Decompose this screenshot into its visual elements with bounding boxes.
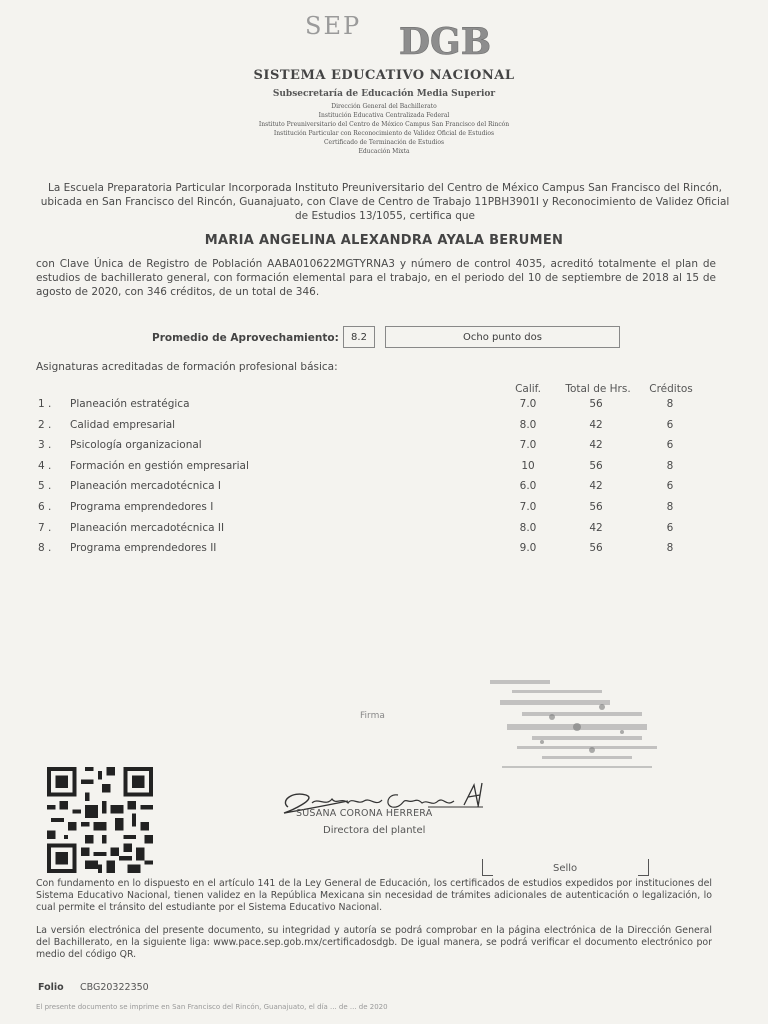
legal-paragraph-2: La versión electrónica del presente documento, su integridad y autoría se podrá comprobar en la página electrónica de la Dirección General del Bachillerato, en la siguiente liga: www.pace.sep.gob.mx/certificadosdgb. De igual manera, se podrá verificar el documento electrónico por medio del código QR. — [36, 925, 712, 960]
subject-name: Planeación mercadotécnica II — [70, 521, 225, 534]
header-line: Educación Mixta — [358, 148, 410, 155]
subject-credits: 8 — [666, 459, 674, 472]
sello-corner-left — [482, 859, 493, 876]
subject-number: 2 . — [38, 418, 52, 431]
subject-credits: 8 — [666, 398, 674, 410]
footer-cut-text: El presente documento se imprime en San Francisco del Rincón, Guanajuato, el día ... de ... de 2020 — [36, 1003, 388, 1011]
table-row — [0, 460, 768, 480]
seal-stamp-image — [482, 672, 672, 782]
subject-number: 1 . — [38, 398, 52, 410]
subject-calif: 7.0 — [519, 439, 537, 452]
promedio-label: Promedio de Aprovechamiento: — [152, 332, 339, 344]
subject-calif: 6.0 — [519, 480, 537, 493]
header-line: Instituto Preuniversitario del Centro de México Campus San Francisco del Rincón — [258, 121, 510, 128]
subject-calif: 10 — [521, 459, 535, 472]
promedio-value: 8.2 — [343, 326, 375, 348]
subject-name: Planeación estratégica — [70, 398, 190, 410]
signer-name: SUSANA CORONA HERRERA — [296, 808, 433, 819]
subject-name: Planeación mercadotécnica I — [70, 480, 221, 493]
subject-hours: 56 — [589, 501, 603, 513]
table-row — [0, 439, 768, 459]
subject-number: 7 . — [38, 521, 52, 534]
header-line: Dirección General del Bachillerato — [331, 103, 437, 110]
subject-hours: 42 — [589, 521, 603, 534]
subject-number: 4 . — [38, 459, 52, 472]
subject-credits: 6 — [666, 439, 674, 452]
subject-hours: 56 — [589, 542, 603, 555]
table-row — [0, 398, 768, 418]
header-line: Institución Educativa Centralizada Federal — [318, 112, 450, 119]
subject-hours: 42 — [589, 439, 603, 452]
intro-paragraph: La Escuela Preparatoria Particular Incorporada Instituto Preuniversitario del Centro de México Campus San Francisco del Rincón, ubicada en San Francisco del Rincón, Guanajuato, con Clave de Centro de Trabajo 11PBH3901I y Reconocimiento de Validez Oficial de Estudios 13/1055, certifica que — [40, 182, 730, 222]
subject-calif: 9.0 — [519, 542, 537, 555]
subject-name: Programa emprendedores I — [70, 501, 214, 513]
system-title: SISTEMA EDUCATIVO NACIONAL — [253, 68, 515, 83]
header-line: Certificado de Terminación de Estudios — [323, 139, 445, 146]
firma-label: Firma — [360, 711, 385, 721]
subject-calif: 8.0 — [519, 418, 537, 431]
subject-credits: 8 — [666, 542, 674, 555]
signer-role: Directora del plantel — [323, 825, 426, 836]
subject-number: 5 . — [38, 480, 52, 493]
table-row — [0, 522, 768, 542]
subject-hours: 56 — [589, 398, 603, 410]
folio-label: Folio — [38, 982, 64, 993]
subject-credits: 6 — [666, 418, 674, 431]
subject-number: 6 . — [38, 501, 52, 513]
table-row — [0, 501, 768, 521]
subject-calif: 7.0 — [519, 398, 537, 410]
subject-credits: 6 — [666, 480, 674, 493]
subject-number: 8 . — [38, 542, 52, 555]
subject-name: Formación en gestión empresarial — [70, 459, 249, 472]
subject-hours: 42 — [589, 418, 603, 431]
student-name: MARIA ANGELINA ALEXANDRA AYALA BERUMEN — [204, 233, 564, 248]
qr-code-image — [47, 767, 153, 873]
folio-value: CBG20322350 — [80, 982, 149, 993]
subject-name: Programa emprendedores II — [70, 542, 217, 555]
svg-text:DGB: DGB — [398, 21, 492, 63]
sep-logo: SEP — [305, 12, 362, 40]
dgb-logo — [398, 18, 492, 63]
col-header-calif: Calif. — [515, 383, 541, 395]
header-line: Institución Particular con Reconocimiento de Validez Oficial de Estudios — [273, 130, 495, 137]
subject-hours: 56 — [589, 459, 603, 472]
table-row — [0, 480, 768, 500]
subject-number: 3 . — [38, 439, 52, 452]
subject-calif: 7.0 — [519, 501, 537, 513]
subjects-heading: Asignaturas acreditadas de formación profesional básica: — [36, 361, 338, 373]
col-header-credits: Créditos — [649, 383, 693, 395]
subject-name: Psicología organizacional — [70, 439, 202, 452]
subject-hours: 42 — [589, 480, 603, 493]
subject-credits: 6 — [666, 521, 674, 534]
subject-name: Calidad empresarial — [70, 418, 176, 431]
sello-corner-right — [638, 859, 649, 876]
subject-credits: 8 — [666, 501, 674, 513]
subsecretaria-subtitle: Subsecretaría de Educación Media Superior — [272, 89, 496, 99]
subject-calif: 8.0 — [519, 521, 537, 534]
table-row — [0, 542, 768, 562]
legal-paragraph-1: Con fundamento en lo dispuesto en el artículo 141 de la Ley General de Educación, los certificados de estudios expedidos por instituciones del Sistema Educativo Nacional, tienen validez en la República Mexicana sin necesidad de trámites adicionales de autenticación o legalización, lo cual permite el tránsito del estudiante por el Sistema Educativo Nacional. — [36, 878, 712, 913]
table-row — [0, 419, 768, 439]
col-header-hours: Total de Hrs. — [565, 383, 631, 395]
promedio-text: Ocho punto dos — [385, 326, 620, 348]
sello-label: Sello — [553, 863, 578, 874]
body-paragraph: con Clave Única de Registro de Población AABA010622MGTYRNA3 y número de control 4035, acreditó totalmente el plan de estudios de bachillerato general, con formación elemental para el trabajo, en el periodo del 10 de septiembre de 2018 al 15 de agosto de 2020, con 346 créditos, de un total de 346. — [36, 258, 716, 298]
